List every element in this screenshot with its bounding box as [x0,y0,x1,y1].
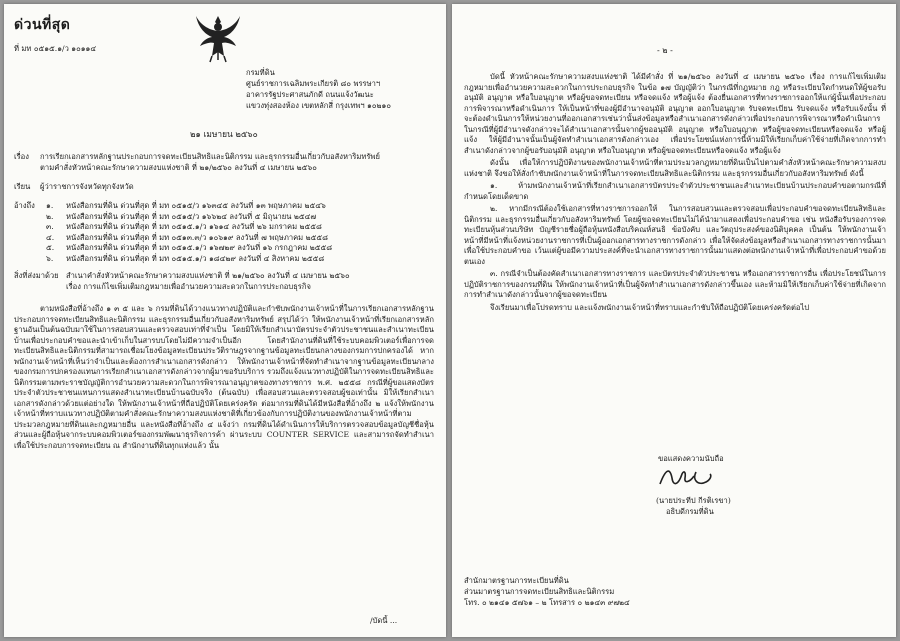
reference-item: ๕. หนังสือกรมที่ดิน ด่วนที่สุด ที่ มท ๐๕๑๕.๑/ว ๑๖๗๒๙ ลงวันที่ ๑๖ กรกฎาคม ๒๕๕๘ [46,243,333,253]
reference-list [46,201,332,265]
paragraph: จึงเรียนมาเพื่อโปรดทราบ และแจ้งพนักงานเจ้าหน้าที่ทราบและกำชับให้ถือปฏิบัติโดยเคร่งครัดต่อไป [490,302,810,312]
reference-label: อ้างถึง [14,201,35,210]
continuation-marker: /บัดนี้ ... [370,616,398,625]
sender-address-line-4: แขวงทุ่งสองห้อง เขตหลักสี่ กรุงเทพฯ ๑๐๒๑๐ [246,101,391,110]
subject-line-2: ตามคำสั่งหัวหน้าคณะรักษาความสงบแห่งชาติ ที่ ๒๑/๒๕๖๐ ลงวันที่ ๔ เมษายน ๒๕๖๐ [40,163,317,172]
document-date: ๒๑ เมษายน ๒๕๖๐ [190,129,258,139]
subject-line-1: การเรียกเอกสารหลักฐานประกอบการจดทะเบียนสิทธิและนิติกรรม และธุรกรรมอื่นเกี่ยวกับอสังหาริมทรัพย์ [40,152,380,161]
closing: ขอแสดงความนับถือ [658,454,724,463]
garuda-emblem [194,12,242,64]
reference-item: ๒. หนังสือกรมที่ดิน ด่วนที่สุด ที่ มท ๐๕๑๕/ว ๑๖๖๒๔ ลงวันที่ ๕ มิถุนายน ๒๕๔๗ [46,211,317,221]
page-number: - ๒ - [657,46,673,55]
sender-address-line-3: อาคารรัฐประศาสนภักดี ถนนแจ้งวัฒนะ [246,90,374,99]
sender-address-line-2: ศูนย์ราชการเฉลิมพระเกียรติ ๘๐ พรรษาฯ [246,79,381,88]
paragraph: ๒. หากมีกรณีต้องใช้เอกสารที่ทางราชการออกให้ ในการสอบสวนและตรวจสอบเพื่อประกอบคำขอจดทะเบียนสิทธิและนิติกรรม และธุรกรรมอื่นเกี่ยวกับอสังหาริมทรัพย์ โดยผู้ขอจดทะเบียนไม่ได้นำมาแสดงเพื่อประกอบคำขอ เช่น หนังสือรับรองการจดทะเบียนหุ้นส่วนบริษัท บัญชีรายชื่อผู้ถือหุ้นหนังสือบริคณห์สนธิ ข้อบังคับ และวัตถุประสงค์ของนิติบุคคล เป็นต้น ให้พนักงานเจ้าหน้าที่มีหน้าที่แจ้งหน่วยงานราชการที่เป็นผู้ออกเอกสารทางราชการดังกล่าว เพื่อให้จัดส่งข้อมูลหรือสำเนาเอกสารทางราชการนั้นมาเพื่อใช้ประกอบคำขอ เว้นแต่ผู้ขอมีความประสงค์ที่จะนำเอกสารทางราชการนั้นมาแสดงต่อพนักงานเจ้าหน้าที่เพื่อประกอบคำขอด้วยตนเอง [464,204,886,266]
recipient-label: เรียน [14,182,31,191]
document-page-2 [452,4,896,637]
paragraph: ดังนั้น เพื่อให้การปฏิบัติงานของพนักงานเจ้าหน้าที่ตามประมวลกฎหมายที่ดินเป็นไปตามคำสั่งหัวหน้าคณะรักษาความสงบแห่งชาติ จึงขอให้สั่งกำชับพนักงานเจ้าหน้าที่ในการจดทะเบียนสิทธิและนิติกรรม และธุรกรรมอื่นเกี่ยวกับอสังหาริมทรัพย์ ดังนี้ [464,158,886,178]
reference-item: ๑. หนังสือกรมที่ดิน ด่วนที่สุด ที่ มท ๐๕๑๕/ว ๑๖๓๔๕ ลงวันที่ ๑๓ พฤษภาคม ๒๕๔๖ [46,201,326,210]
paragraph: บัดนี้ หัวหน้าคณะรักษาความสงบแห่งชาติ ได้มีคำสั่ง ที่ ๒๑/๒๕๖๐ ลงวันที่ ๔ เมษายน ๒๕๖๐ เรื่อง การแก้ไขเพิ่มเติมกฎหมายเพื่ออำนวยความสะดวกในการประกอบธุรกิจ ในข้อ ๑๗ บัญญัติว่า ในกรณีที่กฎหมาย กฎ หรือระเบียบใดกำหนดให้ผู้ขอรับอนุมัติ อนุญาต หรือใบอนุญาต หรือผู้ขอจดทะเบียน หรือจดแจ้ง หรือผู้แจ้ง ต้องยื่นเอกสารที่ทางราชการออกให้แก่ผู้นั้นเพื่อประกอบการพิจารณาหรือดำเนินการ ให้เป็นหน้าที่ของผู้มีอำนาจอนุมัติ อนุญาต ออกใบอนุญาต รับจดทะเบียน รับจดแจ้ง หรือรับแจ้งนั้น ที่จะต้องดำเนินการให้หน่วยงานที่ออกเอกสารเช่นว่านั้นส่งข้อมูลหรือสำเนาเอกสารดังกล่าวเพื่อประกอบการพิจารณาหรือดำเนินการ ในกรณีที่ผู้มีอำนาจดังกล่าวจะได้สำเนาเอกสารนั้นจากผู้ขออนุมัติ อนุญาต หรือใบอนุญาต หรือผู้ขอจดทะเบียนหรือจดแจ้ง หรือผู้แจ้ง ให้ผู้มีอำนาจนั้นเป็นผู้จัดทำสำเนาเอกสารดังกล่าวเอง เพื่อประโยชน์แห่งการนี้ห้ามมิให้เรียกเก็บค่าใช้จ่ายที่เกิดจากการทำสำเนาดังกล่าวจากผู้ขอรับอนุมัติ อนุญาต หรือใบอนุญาต หรือผู้ขอจดทะเบียนหรือจดแจ้ง หรือผู้แจ้ง [464,72,886,155]
subject-label: เรื่อง [14,152,29,161]
sender-address-line-1: กรมที่ดิน [246,68,275,77]
signature [656,464,716,492]
urgency-label: ด่วนที่สุด [14,17,71,33]
office-line-2: ส่วนมาตรฐานการจดทะเบียนสิทธิและนิติกรรม [464,587,615,596]
reference-item: ๖. หนังสือกรมที่ดิน ด่วนที่สุด ที่ มท ๐๕๑๕.๑/ว ๑๘๔๒๙ ลงวันที่ ๔ สิงหาคม ๒๕๕๘ [46,253,325,263]
paragraph: ๑. ห้ามพนักงานเจ้าหน้าที่เรียกสำเนาเอกสารบัตรประจำตัวประชาชนและสำเนาทะเบียนบ้านประกอบคำขอตามกรณีที่กำหนดโดยเด็ดขาด [464,181,886,201]
office-line-3: โทร. ๐ ๒๑๔๑ ๕๗๖๑ – ๒ โทรสาร ๐ ๒๑๔๓ ๙๗๒๔ [464,598,630,607]
paragraph: ๓. กรณีจำเป็นต้องคัดสำเนาเอกสารทางราชการ และบัตรประจำตัวประชาชน หรือเอกสารราชการอื่น เพื่อประโยชน์ในการปฏิบัติราชการของกรมที่ดิน ให้พนักงานเจ้าหน้าที่เป็นผู้จัดทำสำเนาเอกสารดังกล่าวขึ้นเอง และห้ามมิให้เรียกเก็บค่าใช้จ่ายที่เกิดจากการทำสำเนาดังกล่าวนั้นจากผู้ขอจดทะเบียน [464,269,886,299]
enclosure-line-1: สำเนาคำสั่งหัวหน้าคณะรักษาความสงบแห่งชาติ ที่ ๒๑/๒๕๖๐ ลงวันที่ ๔ เมษายน ๒๕๖๐ [66,271,350,280]
document-page-1 [4,4,446,637]
signer-title: อธิบดีกรมที่ดิน [666,507,714,516]
doc-number: ที่ มท ๐๕๑๕.๑/ว ๑๐๑๑๔ [14,44,97,53]
reference-item: ๓. หนังสือกรมที่ดิน ด่วนที่สุด ที่ มท ๐๕๑๕.๑/ว ๑๖๑๔ ลงวันที่ ๒๖ มกราคม ๒๕๕๘ [46,222,322,232]
body-paragraphs [464,72,886,315]
signer-name: (นายประทีป กีรติเรขา) [656,496,731,505]
body-paragraph: ตามหนังสือที่อ้างถึง ๑ ๓ ๕ และ ๖ กรมที่ดินได้วางแนวทางปฏิบัติและกำชับพนักงานเจ้าหน้าที่ในการเรียกเอกสารหลักฐานประกอบการจดทะเบียนสิทธิและนิติกรรม และธุรกรรมอื่นเกี่ยวกับอสังหาริมทรัพย์ สรุปได้ว่า ให้พนักงานเจ้าหน้าที่เรียกเอกสารหลักฐานอันเป็นต้นฉบับมาใช้ในการสอบสวนและตรวจสอบเท่าที่จำเป็น โดยมิให้เรียกสำเนาบัตรประจำตัวประชาชนและสำเนาทะเบียนบ้านเพื่อประกอบคำขอและนำเข้าเก็บในสารบบโดยไม่มีความจำเป็นอีก โดยสำนักงานที่ดินที่ใช้ระบบคอมพิวเตอร์เพื่อการจดทะเบียนสิทธิและนิติกรรมที่สามารถเชื่อมโยงข้อมูลทะเบียนประวัติราษฎรจากฐานข้อมูลทะเบียนกลางของกรมการปกครองได้ หากพนักงานเจ้าหน้าที่เห็นว่าจำเป็นและต้องการสำเนาเอกสารดังกล่าว ให้พนักงานเจ้าหน้าที่จัดทำสำเนาจากฐานข้อมูลทะเบียนกลางของกรมการปกครองแทนการเรียกสำเนาเอกสารดังกล่าวจากผู้มาขอรับบริการ รวมถึงแจ้งแนวทางปฏิบัติในการจดทะเบียนสิทธิและนิติกรรมตามพระราชบัญญัติการอำนวยความสะดวกในการพิจารณาอนุญาตของทางราชการ พ.ศ. ๒๕๕๘ กรณีที่ผู้ขอแสดงบัตรประจำตัวประชาชนแทนการแสดงสำเนาทะเบียนบ้านฉบับจริง (ต้นฉบับ) เพื่อสอบสวนและตรวจสอบผู้ขอเท่านั้น มิให้เรียกสำเนาเอกสารดังกล่าวด้วยแต่อย่างใด ให้พนักงานเจ้าหน้าที่ถือปฏิบัติโดยเคร่งครัด ต่อมากรมที่ดินได้มีหนังสือที่อ้างถึง ๒ แจ้งให้พนักงานเจ้าหน้าที่ทราบแนวทางปฏิบัติตามคำสั่งคณะรักษาความสงบแห่งชาติที่เกี่ยวข้องกับการปฏิบัติงานของพนักงานเจ้าหน้าที่ตามประมวลกฎหมายที่ดินและกฎหมายอื่น และหนังสือที่อ้างถึง ๔ แจ้งว่า กรมที่ดินได้ดำเนินการให้บริการตรวจสอบข้อมูลบัญชีชื่อหุ้นส่วนและผู้ถือหุ้นจากระบบคอมพิวเตอร์ของกรมพัฒนาธุรกิจการค้า ผ่านระบบ COUNTER SERVICE และสามารถจัดทำสำเนาเพื่อใช้ประกอบการจดทะเบียน ณ สำนักงานที่ดินทุกแห่งแล้ว นั้น [14,304,434,450]
enclosure-line-2: เรื่อง การแก้ไขเพิ่มเติมกฎหมายเพื่ออำนวยความสะดวกในการประกอบธุรกิจ [66,282,311,291]
office-line-1: สำนักมาตรฐานการทะเบียนที่ดิน [464,576,569,585]
reference-item: ๔. หนังสือกรมที่ดิน ด่วนที่สุด ที่ มท ๐๕๑๓.๓/ว ๑๐๖๑๙ ลงวันที่ ๗ พฤษภาคม ๒๕๕๘ [46,232,328,242]
enclosure-label: สิ่งที่ส่งมาด้วย [14,271,59,280]
recipient: ผู้ว่าราชการจังหวัดทุกจังหวัด [40,182,134,191]
